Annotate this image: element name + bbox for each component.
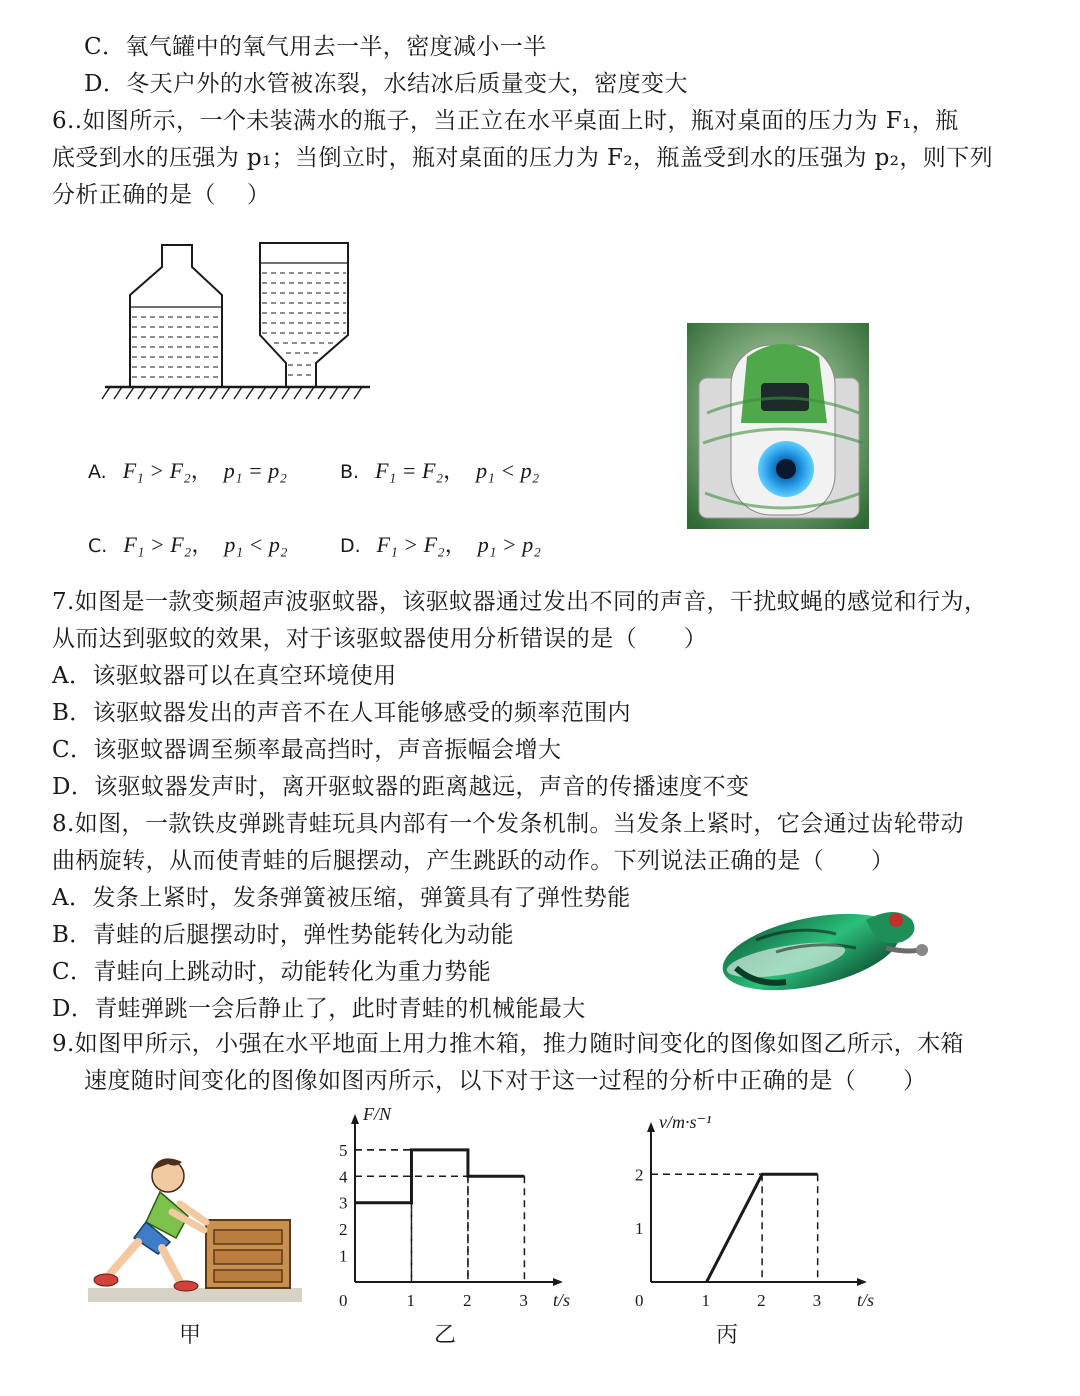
velocity-chart-x-tick-3: 3 <box>812 1291 822 1310</box>
force-chart-y-label: F/N <box>363 1104 392 1124</box>
q5-option-c: C．氧气罐中的氧气用去一半，密度减小一半 <box>84 34 547 60</box>
bottle-diagram <box>100 235 380 415</box>
q6-stem-line3: 分析正确的是（ ） <box>52 182 271 208</box>
mosquito-repeller-photo <box>687 323 869 529</box>
q7-stem-line2: 从而达到驱蚊的效果，对于该驱蚊器使用分析错误的是（ ） <box>52 626 708 652</box>
caption-yi: 乙 <box>434 1323 457 1348</box>
force-chart-x-tick-0: 0 <box>339 1291 348 1310</box>
force-chart-y-arrow <box>351 1114 359 1124</box>
q7-option-d: D．该驱蚊器发声时，离开驱蚊器的距离越远，声音的传播速度不变 <box>52 774 750 800</box>
q6-option-b: B. F₁ = F₂， p₁ < p₂ <box>340 458 540 483</box>
force-chart-y-tick-5: 5 <box>339 1140 348 1160</box>
q6-option-a: A. F₁ > F₂， p₁ = p₂ <box>88 458 287 483</box>
q7-option-b: B．该驱蚊器发出的声音不在人耳能够感受的频率范围内 <box>52 700 631 726</box>
velocity-chart-x-tick-1: 1 <box>701 1291 711 1310</box>
q8-option-b: B．青蛙的后腿摆动时，弹性势能转化为动能 <box>52 922 514 948</box>
q8-option-a: A．发条上紧时，发条弹簧被压缩，弹簧具有了弹性势能 <box>52 885 631 911</box>
q9-stem-line2: 速度随时间变化的图像如图丙所示，以下对于这一过程的分析中正确的是（ ） <box>84 1068 927 1094</box>
velocity-chart-y-tick-1: 1 <box>635 1219 644 1239</box>
force-chart-y-tick-2: 2 <box>339 1220 348 1240</box>
force-chart-x-arrow <box>553 1278 563 1286</box>
force-chart-y-tick-1: 1 <box>339 1246 348 1266</box>
q6-stem-line1: 6..如图所示，一个未装满水的瓶子，当正立在水平桌面上时，瓶对桌面的压力为 F₁，瓶 <box>52 108 959 134</box>
q8-stem-line2: 曲柄旋转，从而使青蛙的后腿摆动，产生跳跃的动作。下列说法正确的是（ ） <box>52 848 895 874</box>
velocity-chart-x-label: t/s <box>857 1290 875 1310</box>
velocity-chart-y-arrow <box>647 1122 655 1132</box>
force-chart-x-tick-1: 1 <box>406 1291 415 1310</box>
force-chart-x-label: t/s <box>553 1290 571 1310</box>
q6-option-d: D. F₁ > F₂， p₁ > p₂ <box>340 532 541 557</box>
force-chart-x-tick-2: 2 <box>462 1291 472 1310</box>
velocity-chart-y-tick-2: 2 <box>635 1165 644 1185</box>
velocity-chart-x-tick-2: 2 <box>757 1291 766 1310</box>
q7-option-a: A．该驱蚊器可以在真空环境使用 <box>52 663 397 689</box>
caption-jia: 甲 <box>179 1323 202 1348</box>
force-chart-x-tick-3: 3 <box>519 1291 528 1310</box>
q5-option-d: D．冬天户外的水管被冻裂，水结冰后质量变大，密度变大 <box>84 71 688 97</box>
boy-pushing-box-figure <box>88 1150 308 1305</box>
q6-stem-line2: 底受到水的压强为 p₁；当倒立时，瓶对桌面的压力为 F₂，瓶盖受到水的压强为 p₂，则下列 <box>52 145 993 171</box>
q6-option-c: C. F₁ > F₂， p₁ < p₂ <box>88 532 288 557</box>
force-chart-y-tick-4: 4 <box>339 1167 348 1187</box>
caption-bing: 丙 <box>716 1323 739 1348</box>
velocity-chart-x-arrow <box>857 1278 867 1286</box>
velocity-chart-y-label: v/m·s⁻¹ <box>659 1112 712 1132</box>
q8-stem-line1: 8.如图，一款铁皮弹跳青蛙玩具内部有一个发条机制。当发条上紧时，它会通过齿轮带动 <box>52 811 964 837</box>
force-time-chart <box>330 1105 590 1315</box>
velocity-chart-x-tick-0: 0 <box>635 1291 644 1310</box>
q8-option-d: D．青蛙弹跳一会后静止了，此时青蛙的机械能最大 <box>52 996 586 1022</box>
frog-toy-photo <box>716 890 936 1000</box>
q9-stem-line1: 9.如图甲所示，小强在水平地面上用力推木箱，推力随时间变化的图像如图乙所示，木箱 <box>52 1031 964 1057</box>
q7-option-c: C．该驱蚊器调至频率最高挡时，声音振幅会增大 <box>52 737 562 763</box>
velocity-time-chart <box>630 1105 890 1315</box>
q8-option-c: C．青蛙向上跳动时，动能转化为重力势能 <box>52 959 492 985</box>
q7-stem-line1: 7.如图是一款变频超声波驱蚊器，该驱蚊器通过发出不同的声音，干扰蚊蝇的感觉和行为， <box>52 589 988 615</box>
force-chart-y-tick-3: 3 <box>339 1193 348 1213</box>
